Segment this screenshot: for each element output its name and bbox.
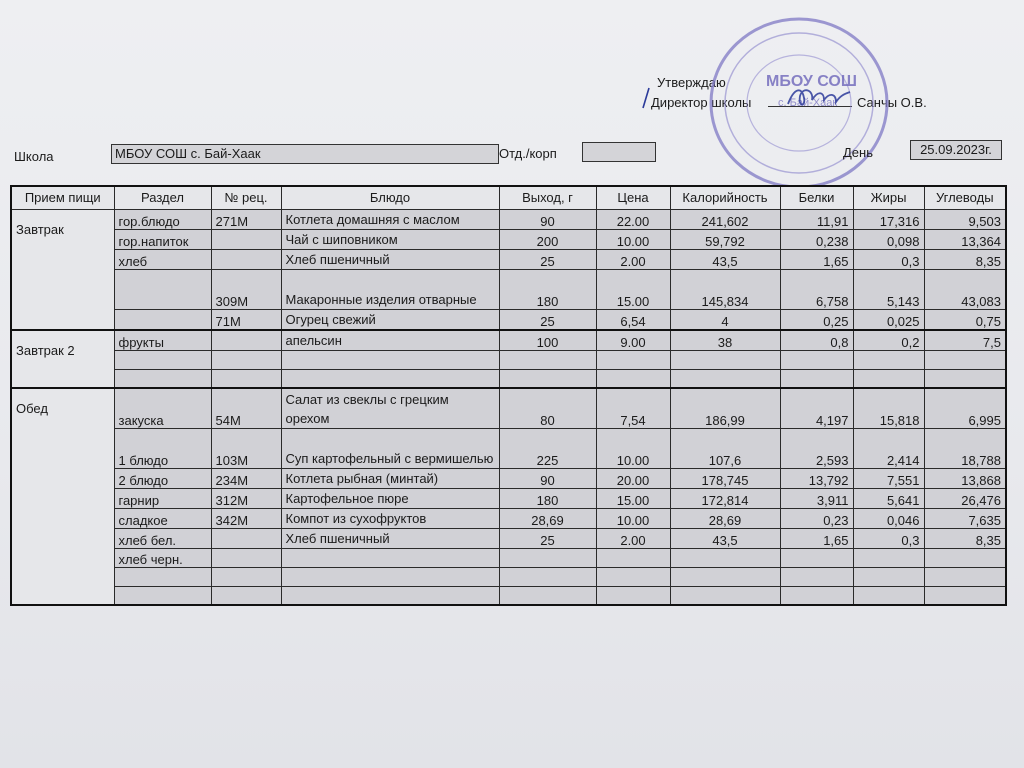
dish-cell: Макаронные изделия отварные bbox=[281, 269, 499, 309]
protein-cell: 11,91 bbox=[780, 209, 853, 229]
fat-cell: 15,818 bbox=[853, 388, 924, 428]
price-cell: 22.00 bbox=[596, 209, 670, 229]
section-cell: фрукты bbox=[114, 330, 211, 351]
meal-cell: Завтрак 2 bbox=[11, 330, 114, 389]
fat-cell: 0,025 bbox=[853, 309, 924, 330]
price-cell bbox=[596, 369, 670, 388]
section-cell: гор.напиток bbox=[114, 229, 211, 249]
column-header: Блюдо bbox=[281, 186, 499, 209]
recipe-cell bbox=[211, 249, 281, 269]
dish-cell bbox=[281, 586, 499, 605]
section-cell: 2 блюдо bbox=[114, 468, 211, 488]
fat-cell bbox=[853, 586, 924, 605]
section-cell bbox=[114, 586, 211, 605]
weight-cell: 25 bbox=[499, 309, 596, 330]
recipe-cell bbox=[211, 548, 281, 567]
approve-label: Утверждаю bbox=[657, 75, 726, 90]
weight-cell: 25 bbox=[499, 528, 596, 548]
recipe-cell bbox=[211, 528, 281, 548]
dish-cell bbox=[281, 567, 499, 586]
school-name-field: МБОУ СОШ с. Бай-Хаак bbox=[111, 144, 499, 164]
dish-cell: Хлеб пшеничный bbox=[281, 528, 499, 548]
price-cell: 10.00 bbox=[596, 229, 670, 249]
meal-cell: Завтрак bbox=[11, 209, 114, 330]
protein-cell: 6,758 bbox=[780, 269, 853, 309]
table-header-row bbox=[11, 186, 1006, 209]
weight-cell bbox=[499, 548, 596, 567]
carbs-cell: 7,635 bbox=[924, 508, 1006, 528]
recipe-cell: 103М bbox=[211, 428, 281, 468]
price-cell: 9.00 bbox=[596, 330, 670, 351]
fat-cell: 7,551 bbox=[853, 468, 924, 488]
section-cell: хлеб bbox=[114, 249, 211, 269]
weight-cell: 225 bbox=[499, 428, 596, 468]
section-cell: сладкое bbox=[114, 508, 211, 528]
weight-cell: 100 bbox=[499, 330, 596, 351]
protein-cell: 13,792 bbox=[780, 468, 853, 488]
price-cell bbox=[596, 548, 670, 567]
column-header: № рец. bbox=[211, 186, 281, 209]
table-row bbox=[11, 508, 1006, 528]
recipe-cell: 54М bbox=[211, 388, 281, 428]
meal-cell: Обед bbox=[11, 388, 114, 605]
weight-cell bbox=[499, 350, 596, 369]
protein-cell: 1,65 bbox=[780, 528, 853, 548]
recipe-cell bbox=[211, 369, 281, 388]
recipe-cell bbox=[211, 229, 281, 249]
table-row bbox=[11, 209, 1006, 229]
dish-cell bbox=[281, 548, 499, 567]
price-cell bbox=[596, 350, 670, 369]
protein-cell: 2,593 bbox=[780, 428, 853, 468]
recipe-cell bbox=[211, 586, 281, 605]
carbs-cell: 0,75 bbox=[924, 309, 1006, 330]
svg-text:с. Бай-Хаак: с. Бай-Хаак bbox=[778, 97, 838, 109]
dish-cell: Суп картофельный с вермишелью bbox=[281, 428, 499, 468]
weight-cell bbox=[499, 586, 596, 605]
table-row bbox=[11, 249, 1006, 269]
carbs-cell bbox=[924, 548, 1006, 567]
section-cell bbox=[114, 369, 211, 388]
kcal-cell bbox=[670, 350, 780, 369]
table-row bbox=[11, 468, 1006, 488]
weight-cell: 90 bbox=[499, 209, 596, 229]
kcal-cell: 241,602 bbox=[670, 209, 780, 229]
table-row bbox=[11, 548, 1006, 567]
day-label: День bbox=[843, 145, 873, 160]
price-cell bbox=[596, 586, 670, 605]
column-header: Выход, г bbox=[499, 186, 596, 209]
date-field: 25.09.2023г. bbox=[910, 140, 1002, 160]
section-cell bbox=[114, 567, 211, 586]
price-cell: 2.00 bbox=[596, 528, 670, 548]
recipe-cell: 71М bbox=[211, 309, 281, 330]
carbs-cell: 8,35 bbox=[924, 528, 1006, 548]
school-label: Школа bbox=[14, 149, 54, 164]
column-header: Раздел bbox=[114, 186, 211, 209]
carbs-cell: 8,35 bbox=[924, 249, 1006, 269]
column-header: Углеводы bbox=[924, 186, 1006, 209]
protein-cell bbox=[780, 350, 853, 369]
dept-label: Отд./корп bbox=[499, 146, 557, 161]
recipe-cell: 309М bbox=[211, 269, 281, 309]
table-row bbox=[11, 229, 1006, 249]
price-cell: 15.00 bbox=[596, 269, 670, 309]
table-row bbox=[11, 309, 1006, 330]
protein-cell bbox=[780, 369, 853, 388]
dish-cell: Огурец свежий bbox=[281, 309, 499, 330]
price-cell: 15.00 bbox=[596, 488, 670, 508]
dish-cell: Чай с шиповником bbox=[281, 229, 499, 249]
table-row bbox=[11, 388, 1006, 428]
carbs-cell: 9,503 bbox=[924, 209, 1006, 229]
weight-cell: 28,69 bbox=[499, 508, 596, 528]
protein-cell: 3,911 bbox=[780, 488, 853, 508]
kcal-cell bbox=[670, 567, 780, 586]
protein-cell: 0,25 bbox=[780, 309, 853, 330]
section-cell: гор.блюдо bbox=[114, 209, 211, 229]
kcal-cell: 172,814 bbox=[670, 488, 780, 508]
dept-field bbox=[582, 142, 656, 162]
recipe-cell: 342М bbox=[211, 508, 281, 528]
menu-table bbox=[10, 185, 1007, 606]
carbs-cell: 13,364 bbox=[924, 229, 1006, 249]
kcal-cell bbox=[670, 369, 780, 388]
kcal-cell: 43,5 bbox=[670, 249, 780, 269]
table-row bbox=[11, 567, 1006, 586]
price-cell: 6,54 bbox=[596, 309, 670, 330]
carbs-cell: 18,788 bbox=[924, 428, 1006, 468]
section-cell bbox=[114, 350, 211, 369]
price-cell: 7,54 bbox=[596, 388, 670, 428]
table-row bbox=[11, 350, 1006, 369]
section-cell: хлеб черн. bbox=[114, 548, 211, 567]
table-row bbox=[11, 330, 1006, 351]
protein-cell bbox=[780, 567, 853, 586]
fat-cell: 17,316 bbox=[853, 209, 924, 229]
section-cell: закуска bbox=[114, 388, 211, 428]
kcal-cell: 4 bbox=[670, 309, 780, 330]
weight-cell bbox=[499, 567, 596, 586]
column-header: Прием пищи bbox=[11, 186, 114, 209]
weight-cell: 80 bbox=[499, 388, 596, 428]
dish-cell: апельсин bbox=[281, 330, 499, 351]
signature bbox=[784, 82, 854, 112]
recipe-cell: 312М bbox=[211, 488, 281, 508]
protein-cell: 0,238 bbox=[780, 229, 853, 249]
carbs-cell: 43,083 bbox=[924, 269, 1006, 309]
kcal-cell bbox=[670, 548, 780, 567]
fat-cell: 5,143 bbox=[853, 269, 924, 309]
fat-cell: 0,3 bbox=[853, 249, 924, 269]
dish-cell bbox=[281, 350, 499, 369]
kcal-cell: 28,69 bbox=[670, 508, 780, 528]
kcal-cell: 107,6 bbox=[670, 428, 780, 468]
carbs-cell bbox=[924, 350, 1006, 369]
protein-cell: 0,8 bbox=[780, 330, 853, 351]
table-row bbox=[11, 428, 1006, 468]
fat-cell bbox=[853, 350, 924, 369]
column-header: Белки bbox=[780, 186, 853, 209]
fat-cell: 2,414 bbox=[853, 428, 924, 468]
dish-cell: Компот из сухофруктов bbox=[281, 508, 499, 528]
recipe-cell bbox=[211, 350, 281, 369]
column-header: Калорийность bbox=[670, 186, 780, 209]
kcal-cell: 38 bbox=[670, 330, 780, 351]
protein-cell: 4,197 bbox=[780, 388, 853, 428]
kcal-cell: 145,834 bbox=[670, 269, 780, 309]
price-cell: 10.00 bbox=[596, 428, 670, 468]
carbs-cell bbox=[924, 369, 1006, 388]
dish-cell: Хлеб пшеничный bbox=[281, 249, 499, 269]
weight-cell bbox=[499, 369, 596, 388]
column-header: Жиры bbox=[853, 186, 924, 209]
protein-cell bbox=[780, 548, 853, 567]
director-label: Директор школы bbox=[651, 95, 752, 110]
section-cell: хлеб бел. bbox=[114, 528, 211, 548]
section-cell: гарнир bbox=[114, 488, 211, 508]
kcal-cell: 43,5 bbox=[670, 528, 780, 548]
protein-cell bbox=[780, 586, 853, 605]
protein-cell: 1,65 bbox=[780, 249, 853, 269]
kcal-cell: 59,792 bbox=[670, 229, 780, 249]
price-cell: 20.00 bbox=[596, 468, 670, 488]
recipe-cell: 234М bbox=[211, 468, 281, 488]
weight-cell: 200 bbox=[499, 229, 596, 249]
section-cell: 1 блюдо bbox=[114, 428, 211, 468]
price-cell: 10.00 bbox=[596, 508, 670, 528]
column-header: Цена bbox=[596, 186, 670, 209]
recipe-cell: 271М bbox=[211, 209, 281, 229]
carbs-cell: 6,995 bbox=[924, 388, 1006, 428]
kcal-cell: 178,745 bbox=[670, 468, 780, 488]
table-row bbox=[11, 488, 1006, 508]
price-cell: 2.00 bbox=[596, 249, 670, 269]
svg-text:МБОУ СОШ: МБОУ СОШ bbox=[766, 73, 857, 90]
fat-cell: 0,098 bbox=[853, 229, 924, 249]
kcal-cell bbox=[670, 586, 780, 605]
price-cell bbox=[596, 567, 670, 586]
weight-cell: 180 bbox=[499, 488, 596, 508]
carbs-cell: 13,868 bbox=[924, 468, 1006, 488]
recipe-cell bbox=[211, 330, 281, 351]
fat-cell: 5,641 bbox=[853, 488, 924, 508]
pen-mark bbox=[640, 86, 652, 110]
section-cell bbox=[114, 309, 211, 330]
dish-cell: Котлета рыбная (минтай) bbox=[281, 468, 499, 488]
weight-cell: 25 bbox=[499, 249, 596, 269]
director-name: Санчы О.В. bbox=[857, 95, 927, 110]
dish-cell bbox=[281, 369, 499, 388]
weight-cell: 180 bbox=[499, 269, 596, 309]
fat-cell bbox=[853, 548, 924, 567]
table-row bbox=[11, 369, 1006, 388]
table-row bbox=[11, 528, 1006, 548]
fat-cell: 0,3 bbox=[853, 528, 924, 548]
section-cell bbox=[114, 269, 211, 309]
carbs-cell: 26,476 bbox=[924, 488, 1006, 508]
fat-cell: 0,046 bbox=[853, 508, 924, 528]
carbs-cell bbox=[924, 567, 1006, 586]
fat-cell: 0,2 bbox=[853, 330, 924, 351]
dish-cell: Котлета домашняя с маслом bbox=[281, 209, 499, 229]
dish-cell: Картофельное пюре bbox=[281, 488, 499, 508]
table-row bbox=[11, 586, 1006, 605]
table-row bbox=[11, 269, 1006, 309]
carbs-cell bbox=[924, 586, 1006, 605]
kcal-cell: 186,99 bbox=[670, 388, 780, 428]
weight-cell: 90 bbox=[499, 468, 596, 488]
fat-cell bbox=[853, 567, 924, 586]
protein-cell: 0,23 bbox=[780, 508, 853, 528]
recipe-cell bbox=[211, 567, 281, 586]
dish-cell: Салат из свеклы с грецким орехом bbox=[281, 388, 499, 428]
carbs-cell: 7,5 bbox=[924, 330, 1006, 351]
fat-cell bbox=[853, 369, 924, 388]
